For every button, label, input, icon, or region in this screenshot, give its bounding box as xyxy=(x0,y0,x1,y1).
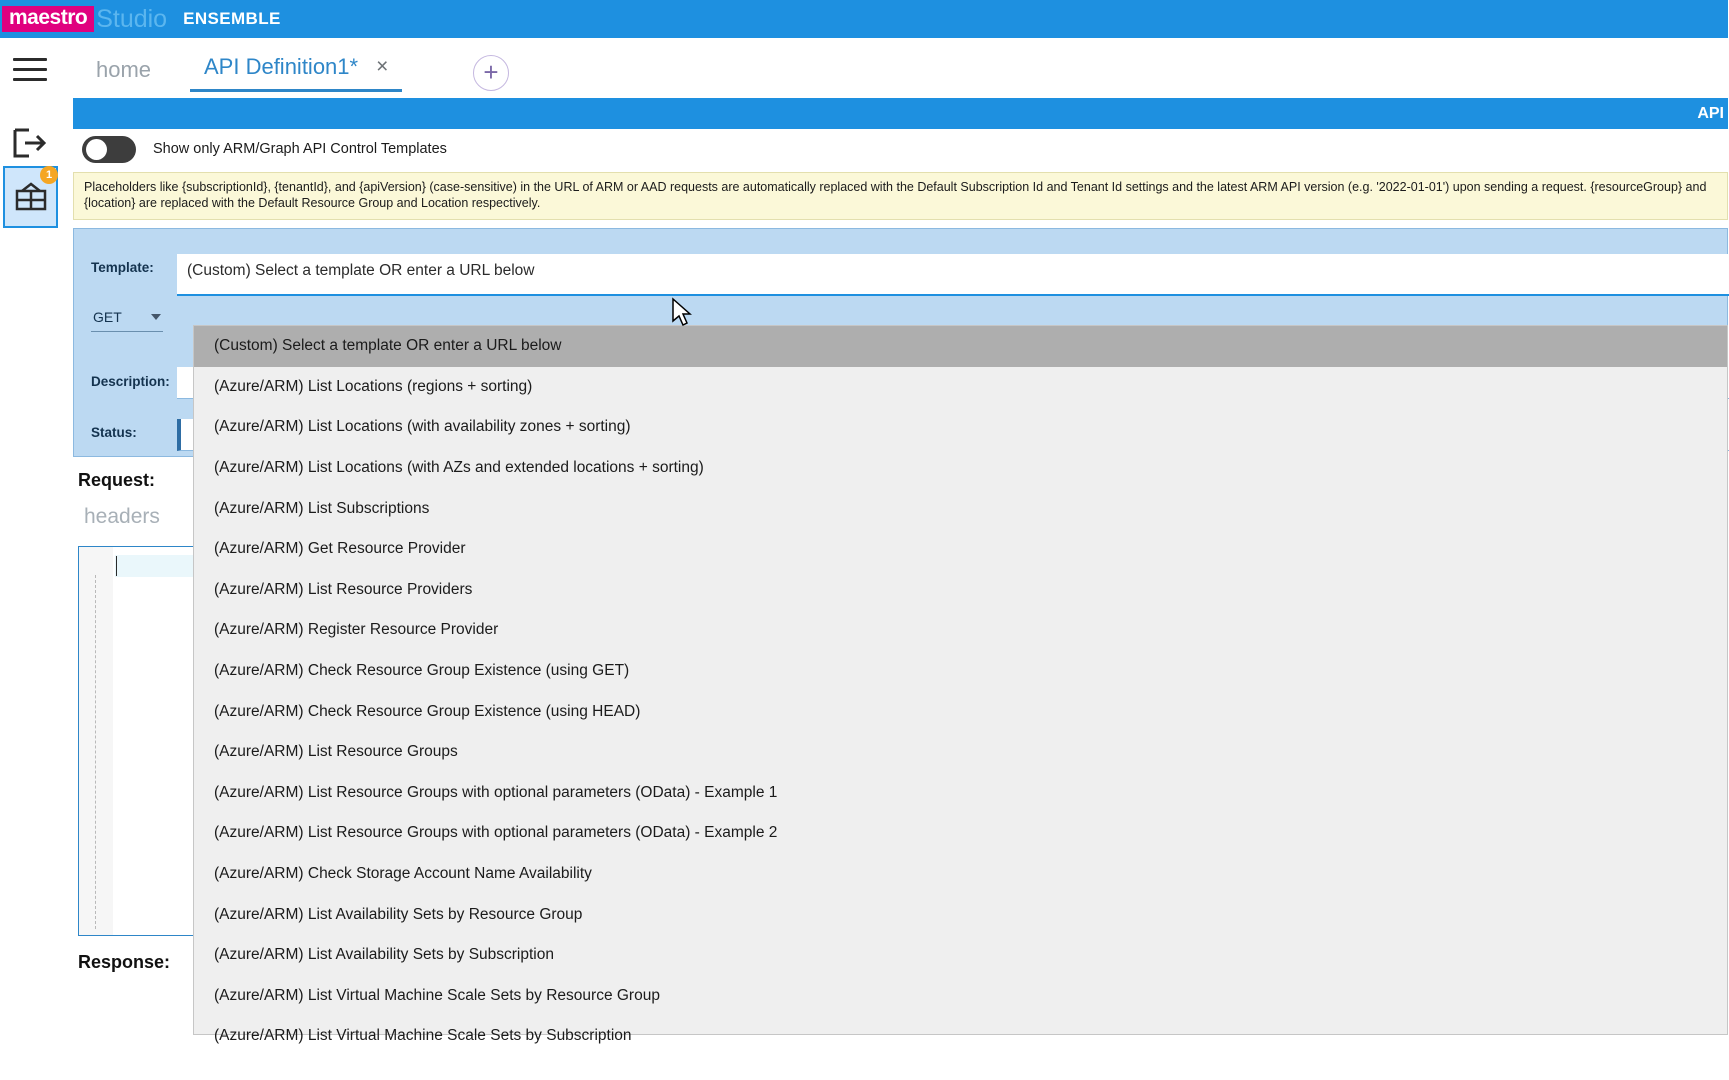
dropdown-item[interactable]: (Azure/ARM) List Subscriptions xyxy=(214,499,430,517)
studio-logo: Studio xyxy=(96,5,168,33)
template-combobox[interactable]: (Custom) Select a template OR enter a URL below xyxy=(177,254,1729,296)
show-arm-graph-templates-label: Show only ARM/Graph API Control Templates xyxy=(153,141,447,157)
tab-headers[interactable]: headers xyxy=(84,505,160,528)
http-method-value: GET xyxy=(93,309,122,325)
maestro-logo: maestro xyxy=(2,6,94,32)
chevron-down-icon xyxy=(151,314,161,320)
request-section-label: Request: xyxy=(78,470,156,490)
dropdown-item[interactable]: (Azure/ARM) List Virtual Machine Scale Sets by Resource Group xyxy=(214,986,660,1004)
dropdown-item[interactable]: (Azure/ARM) Check Storage Account Name Availability xyxy=(214,865,592,883)
product-name: ENSEMBLE xyxy=(183,9,281,28)
status-label: Status: xyxy=(91,425,137,440)
tab-home-label: home xyxy=(96,57,152,82)
dropdown-item[interactable]: (Azure/ARM) List Virtual Machine Scale Sets by Subscription xyxy=(214,1027,632,1045)
dropdown-item[interactable]: (Azure/ARM) Get Resource Provider xyxy=(214,540,466,558)
tab-strip xyxy=(60,38,1728,94)
dropdown-item[interactable]: (Azure/ARM) List Availability Sets by Subscription xyxy=(214,946,554,964)
toggle-knob xyxy=(86,139,107,160)
editor-caret xyxy=(116,556,117,576)
show-arm-graph-templates-toggle[interactable] xyxy=(82,136,136,163)
response-section-label: Response: xyxy=(78,952,171,972)
dropdown-item[interactable]: (Azure/ARM) Check Resource Group Existence (using HEAD) xyxy=(214,702,641,720)
placeholder-notice: Placeholders like {subscriptionId}, {tenantId}, and {apiVersion} (case-sensitive) in the URL of ARM or AAD requests are automatically replaced with the Default Subscription Id and Tenant Id settings and the latest ARM API version (e.g. '2022-01-01') upon sending a request. {resourceGroup} and {location} are replaced with the Default Resource Group and Location respectively. xyxy=(73,172,1728,220)
section-header-title: API xyxy=(1697,104,1724,122)
dropdown-item[interactable]: (Azure/ARM) List Locations (regions + sorting) xyxy=(214,377,533,395)
dropdown-item[interactable]: (Azure/ARM) Check Resource Group Existence (using GET) xyxy=(214,662,630,680)
api-badge: 1 xyxy=(40,166,58,184)
templates-filter-row xyxy=(73,129,1728,169)
dropdown-item[interactable]: (Azure/ARM) Register Resource Provider xyxy=(214,621,499,639)
dropdown-item[interactable]: (Azure/ARM) List Availability Sets by Resource Group xyxy=(214,905,583,923)
editor-fold-guide xyxy=(95,575,96,929)
dropdown-item[interactable]: (Azure/ARM) List Resource Groups with optional parameters (OData) - Example 2 xyxy=(214,824,778,842)
dropdown-item[interactable]: (Azure/ARM) List Resource Providers xyxy=(214,580,473,598)
tab-home[interactable] xyxy=(96,48,151,92)
section-header-api xyxy=(73,98,1728,129)
description-label: Description: xyxy=(91,374,170,389)
sidebar-item-api[interactable] xyxy=(3,166,58,228)
hamburger-menu-icon[interactable] xyxy=(13,58,47,84)
template-label: Template: xyxy=(91,260,154,275)
tab-api-definition1[interactable] xyxy=(190,48,402,92)
title-bar xyxy=(0,0,1728,38)
dropdown-item[interactable]: (Azure/ARM) List Resource Groups with optional parameters (OData) - Example 1 xyxy=(214,783,778,801)
tab-api-definition1-label: API Definition1* xyxy=(204,53,359,79)
close-icon[interactable]: × xyxy=(376,54,389,78)
editor-gutter xyxy=(79,547,113,935)
dropdown-item[interactable]: (Azure/ARM) List Locations (with AZs and extended locations + sorting) xyxy=(214,459,704,477)
add-tab-button[interactable]: + xyxy=(473,55,509,91)
template-dropdown-list[interactable] xyxy=(193,325,1728,1045)
left-rail xyxy=(0,38,60,1080)
login-icon[interactable] xyxy=(7,120,53,166)
http-method-select[interactable] xyxy=(91,306,163,332)
dropdown-item[interactable]: (Azure/ARM) List Locations (with availability zones + sorting) xyxy=(214,418,631,436)
dropdown-item[interactable]: (Azure/ARM) List Resource Groups xyxy=(214,743,458,761)
dropdown-item[interactable]: (Custom) Select a template OR enter a URL below xyxy=(194,326,1727,367)
